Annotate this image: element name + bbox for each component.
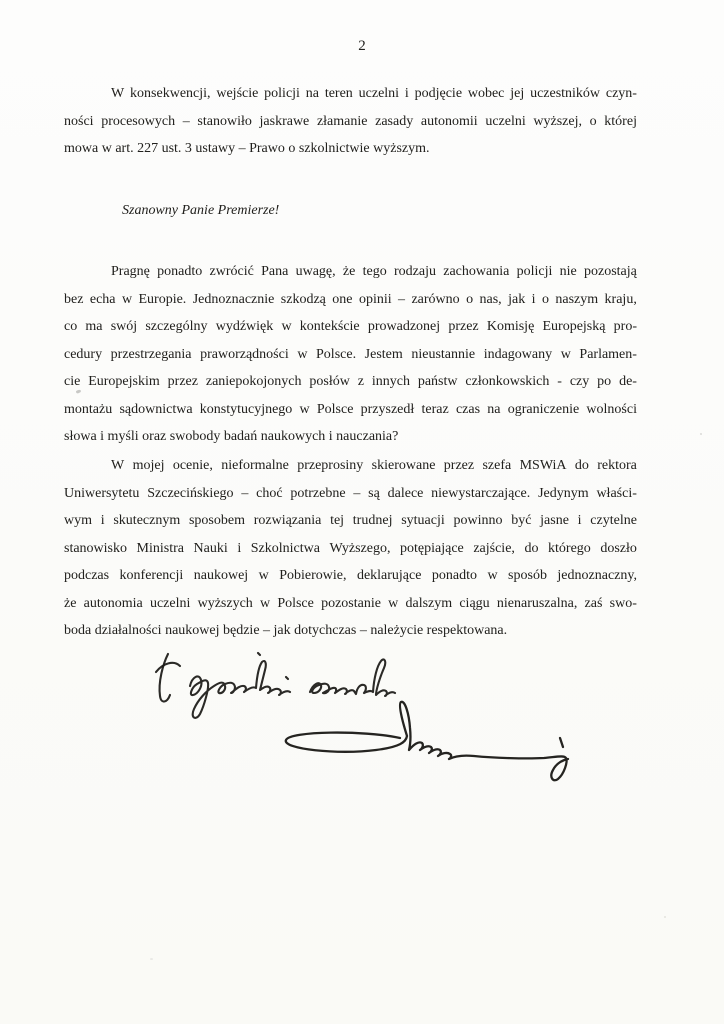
text-line: Pragnę ponadto zwrócić Pana uwagę, że tego rodzaju zachowania policji nie pozostają	[111, 264, 637, 279]
text-line: W konsekwencji, wejście policji na teren uczelni i podjęcie wobec jej uczestników czyn-	[111, 86, 637, 101]
handwritten-closing	[156, 653, 395, 718]
text-line: stanowisko Ministra Nauki i Szkolnictwa Wyższego, potępiające zajście, do którego doszło	[64, 540, 637, 556]
text-line: W mojej ocenie, nieformalne przeprosiny skierowane przez szefa MSWiA do rektora	[111, 458, 637, 473]
page-number: 2	[358, 38, 366, 54]
signature-scribble	[286, 702, 568, 780]
text-line: słowa i myśli oraz swobody badań naukowych i nauczania?	[64, 429, 399, 444]
text-line: ności procesowych – stanowiło jaskrawe złamanie zasady autonomii uczelni wyższej, o której	[64, 113, 637, 129]
salutation: Szanowny Panie Premierze!	[122, 203, 280, 218]
text-line: podczas konferencji naukowej w Pobierowie, deklarujące ponadto w sposób jednoznaczny,	[64, 568, 637, 583]
text-line: co ma swój szczególny wydźwięk w kontekście prowadzonej przez Komisję Europejską pro-	[64, 319, 637, 334]
paragraph-minister-expectation	[64, 452, 637, 645]
paragraph-autonomy-violation	[64, 80, 637, 163]
text-line: cie Europejskim przez zaniepokojonych posłów z innych państw członkowskich - czy po de-	[64, 374, 637, 389]
text-line: wym i skutecznym sposobem rozwiązania tej trudnej sytuacji powinno być jasne i czytelne	[64, 513, 637, 528]
text-line: cedury przestrzegania praworządności w Polsce. Jestem nieustannie indagowany w Parlamen-	[64, 346, 637, 362]
text-line: Uniwersytetu Szczecińskiego – choć potrzebne – są dalece niewystarczające. Jedynym właści-	[64, 485, 637, 501]
text-line: że autonomia uczelni wyższych w Polsce pozostanie w dalszym ciągu nienaruszalna, zaś swo-	[64, 595, 637, 611]
handwritten-closing-and-signature	[138, 646, 598, 791]
scan-speck	[150, 958, 153, 960]
text-line: mowa w art. 227 ust. 3 ustawy – Prawo o szkolnictwie wyższym.	[64, 141, 430, 156]
text-line: montażu sądownictwa konstytucyjnego w Polsce przyszedł teraz czas na ograniczenie wolności	[64, 401, 637, 417]
paragraph-european-reaction	[64, 258, 637, 451]
scan-speck	[664, 916, 666, 918]
scan-speck	[700, 433, 702, 435]
text-line: boda działalności naukowej będzie – jak dotychczas – należycie respektowana.	[64, 623, 508, 638]
text-line: bez echa w Europie. Jednoznacznie szkodzą one opinii – zarówno o nas, jak i o naszym kraju,	[64, 291, 637, 307]
